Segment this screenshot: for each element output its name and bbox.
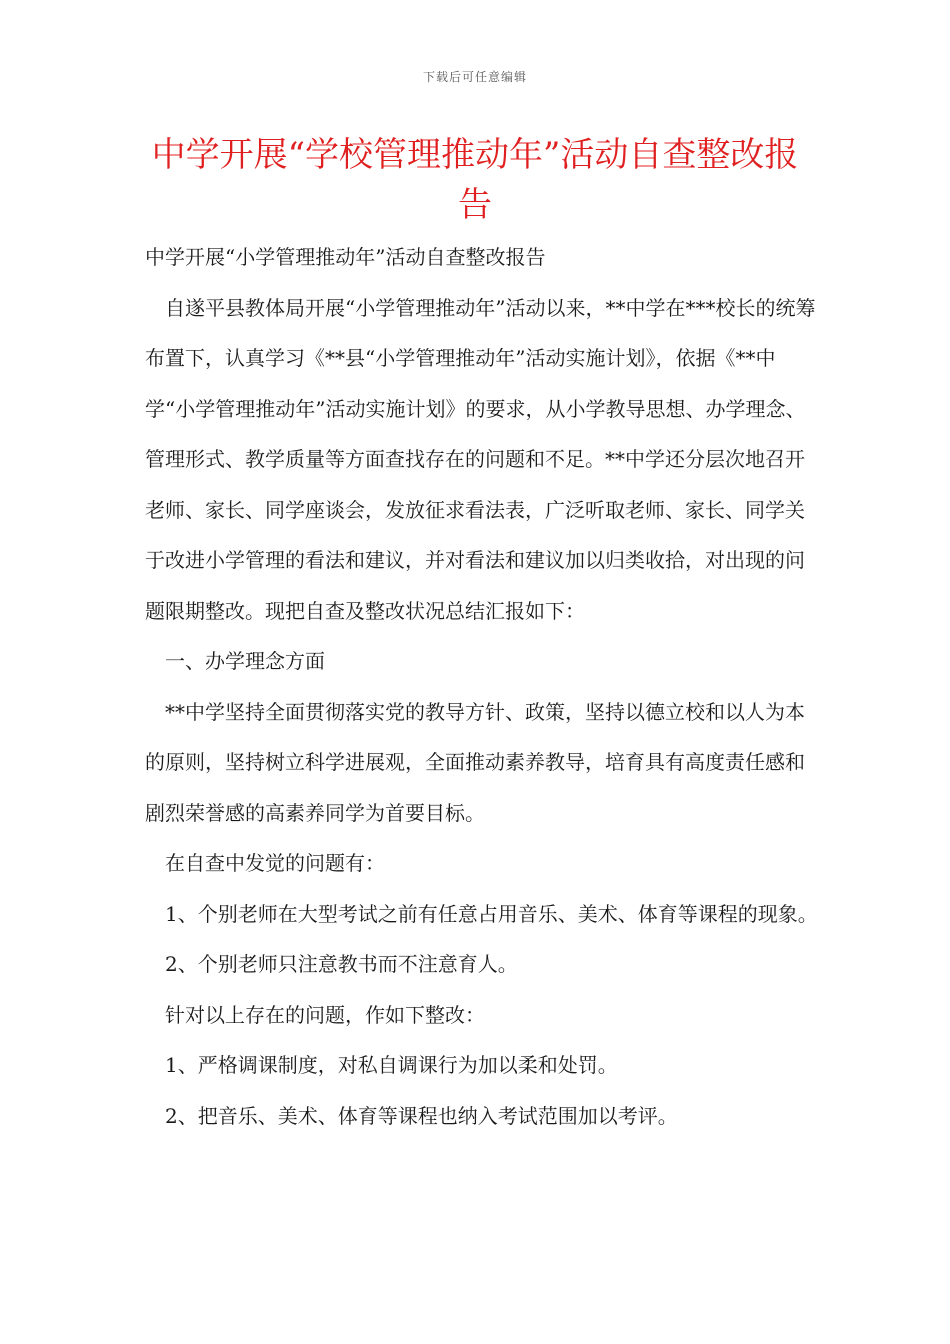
- problem-item-1: 1、个别老师在大型考试之前有任意占用音乐、美术、体育等课程的现象。: [165, 901, 818, 926]
- paragraph-problems-intro: 在自查中发觉的问题有：: [165, 851, 385, 875]
- document-title: 中学开展“学校管理推动年”活动自查整改报告: [151, 135, 799, 225]
- rectification-item-2: 2、把音乐、美术、体育等课程也纳入考试范围加以考评。: [165, 1103, 678, 1128]
- rectification-item-1: 1、严格调课制度，对私自调课行为加以柔和处罚。: [165, 1053, 618, 1077]
- paragraph-rectification-intro: 针对以上存在的问题，作如下整改：: [165, 1002, 485, 1027]
- paragraph-intro: 自遂平县教体局开展“小学管理推动年”活动以来，**中学在***校长的统筹布置下，认真学习《**县“小学管理推动年”活动实施计划》，依据《**中学“小学管理推动年”活动实施计划》的要求，从小学教导思想、办学理念、管理形式、教学质量等方面查找存在的问题和不足。**中学还分层次地召开老师、家长、同学座谈会，发放征求看法表，广泛听取老师、家长、同学关于改进小学管理的看法和建议，并对看法和建议加以归类收拾，对出现的问题限期整改。现把自查及整改状况总结汇报如下：: [145, 295, 816, 623]
- paragraph-subtitle: 中学开展“小学管理推动年”活动自查整改报告: [145, 245, 546, 269]
- section-heading: 一、办学理念方面: [165, 649, 325, 673]
- document-body: [145, 232, 820, 1141]
- header-note: 下载后可任意编辑: [422, 70, 527, 84]
- paragraph-philosophy: **中学坚持全面贯彻落实党的教导方针、政策，坚持以德立校和以人为本的原则，坚持树立科学进展观，全面推动素养教导，培育具有高度责任感和剧烈荣誉感的高素养同学为首要目标。: [145, 699, 805, 825]
- problem-item-2: 2、个别老师只注意教书而不注意育人。: [165, 952, 518, 976]
